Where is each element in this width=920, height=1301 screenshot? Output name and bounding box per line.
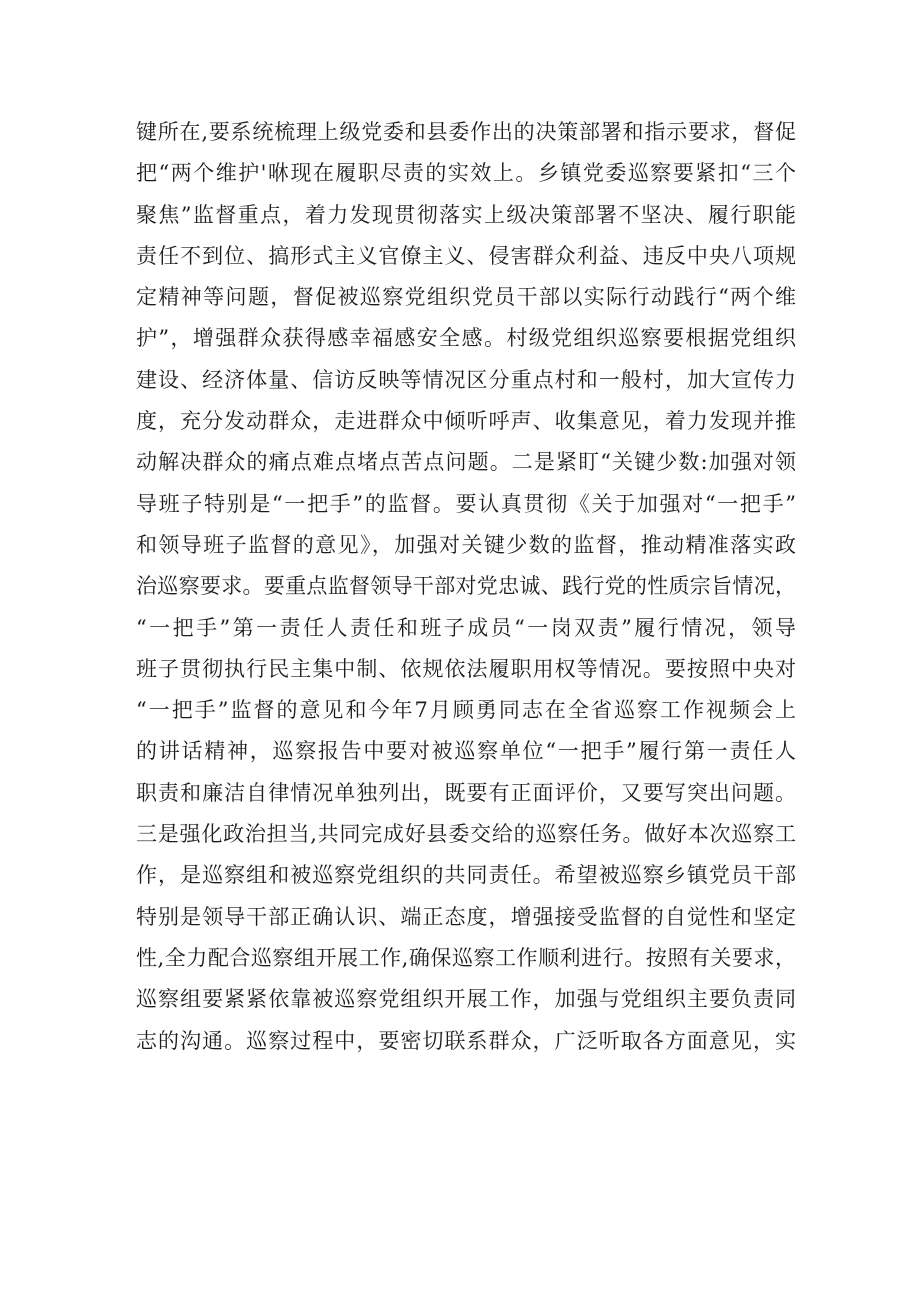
- text-line: 的讲话精神，巡察报告中要对被巡察单位“一把手”履行第一责任人: [136, 739, 796, 764]
- text-line: 定精神等问题，督促被巡察党组织党员干部以实际行动践行“两个维: [136, 285, 796, 310]
- text-line: 建设、经济体量、信访反映等情况区分重点村和一般村，加大宣传力: [136, 367, 796, 392]
- text-line: 作，是巡察组和被巡察党组织的共同责任。希望被巡察乡镇党员干部: [136, 863, 796, 888]
- text-line: 性,全力配合巡察组开展工作,确保巡察工作顺利进行。按照有关要求，: [136, 945, 796, 970]
- text-line: 和领导班子监督的意见》，加强对关键少数的监督，推动精准落实政: [136, 532, 796, 557]
- text-line: 特别是领导干部正确认识、端正态度，增强接受监督的自觉性和坚定: [136, 904, 796, 929]
- text-line: “一把手”监督的意见和今年7月顾勇同志在全省巡察工作视频会上: [136, 698, 796, 723]
- text-line: 导班子特别是“一把手”的监督。要认真贯彻《关于加强对“一把手”: [136, 491, 796, 516]
- text-line: 聚焦”监督重点，着力发现贯彻落实上级决策部署不坚决、履行职能: [136, 202, 796, 227]
- text-line: 护”，增强群众获得感幸福感安全感。村级党组织巡察要根据党组织: [136, 326, 796, 351]
- text-line: 键所在,要系统梳理上级党委和县委作出的决策部署和指示要求，督促: [136, 120, 796, 144]
- body-text: [136, 112, 796, 1062]
- text-line: “一把手”第一责任人责任和班子成员“一岗双责”履行情况，领导: [136, 615, 796, 640]
- text-line: 职责和廉洁自律情况单独列出，既要有正面评价，又要写突出问题。: [136, 780, 796, 805]
- text-line: 动解决群众的痛点难点堵点苦点问题。二是紧盯“关键少数:加强对领: [136, 450, 796, 475]
- text-line: 治巡察要求。要重点监督领导干部对党忠诚、践行党的性质宗旨情况，: [136, 574, 796, 599]
- text-line: 把“两个维护'咻现在履职尽责的实效上。乡镇党委巡察要紧扣“三个: [136, 161, 796, 186]
- text-line: 志的沟通。巡察过程中，要密切联系群众，广泛听取各方面意见，实: [136, 1028, 796, 1053]
- text-line: 巡察组要紧紧依靠被巡察党组织开展工作，加强与党组织主要负责同: [136, 987, 796, 1012]
- text-line: 三是强化政治担当,共同完成好县委交给的巡察任务。做好本次巡察工: [136, 822, 796, 847]
- text-line: 度，充分发动群众，走进群众中倾听呼声、收集意见，着力发现并推: [136, 409, 796, 434]
- text-line: 班子贯彻执行民主集中制、依规依法履职用权等情况。要按照中央对: [136, 656, 796, 681]
- text-line: 责任不到位、搞形式主义官僚主义、侵害群众利益、违反中央八项规: [136, 243, 796, 268]
